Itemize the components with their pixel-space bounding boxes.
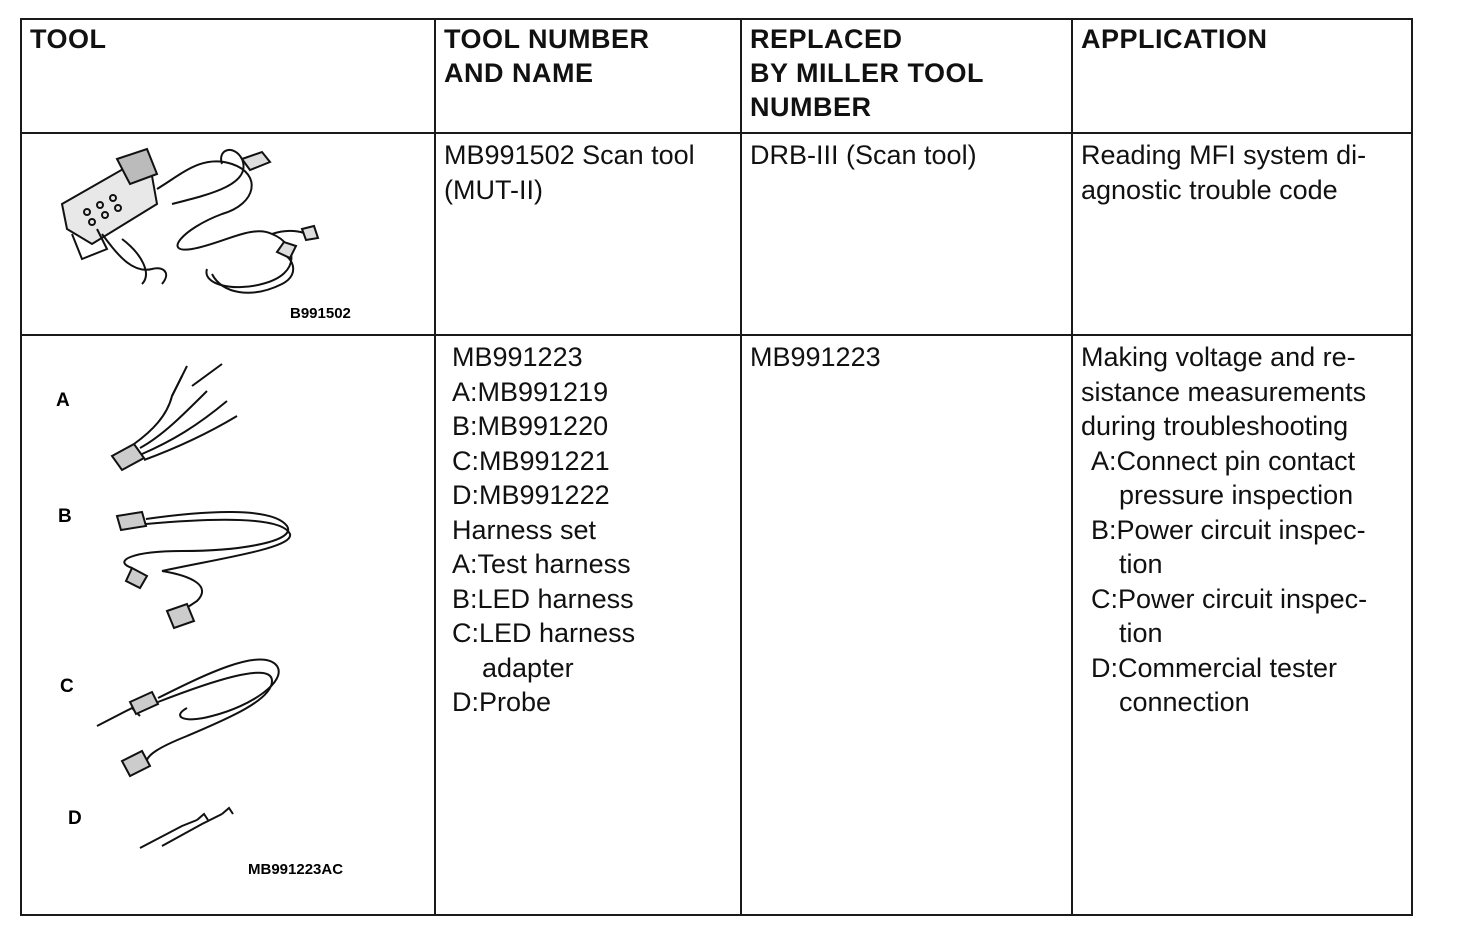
header-replaced: REPLACED BY MILLER TOOL NUMBER (741, 19, 1072, 133)
special-tools-table (20, 18, 1413, 916)
table-row (21, 133, 1412, 335)
image-letter-d: D (68, 808, 82, 829)
tool-image-cell (21, 133, 435, 335)
header-row (21, 19, 1412, 133)
image-letter-b: B (58, 506, 72, 527)
tool-number-cell: MB991502 Scan tool (MUT-II) (435, 133, 741, 335)
header-tool: TOOL (21, 19, 435, 133)
image-code-label: B991502 (290, 305, 351, 322)
replaced-cell: MB991223 (741, 335, 1072, 915)
tool-number-cell: MB991223 A:MB991219 B:MB991220 C:MB991221 D:MB991222 Harness set A:Test harness B:LED harness C:LED harness adapter D:Probe (435, 335, 741, 915)
harness-set-illustration (22, 336, 434, 914)
application-cell: Making voltage and re- sistance measurements during troubleshooting A:Connect pin contact pressure inspection B:Power circuit inspec- tion C:Power circuit inspec- tion D:Commercial tester connection (1072, 335, 1412, 915)
tool-image-cell (21, 335, 435, 915)
table-row (21, 335, 1412, 915)
header-tool-number: TOOL NUMBER AND NAME (435, 19, 741, 133)
image-letter-a: A (56, 390, 70, 411)
image-code-label: MB991223AC (248, 861, 344, 878)
scan-tool-illustration (22, 134, 434, 334)
image-letter-c: C (60, 676, 74, 697)
replaced-cell: DRB-III (Scan tool) (741, 133, 1072, 335)
header-application: APPLICATION (1072, 19, 1412, 133)
application-cell: Reading MFI system di- agnostic trouble code (1072, 133, 1412, 335)
